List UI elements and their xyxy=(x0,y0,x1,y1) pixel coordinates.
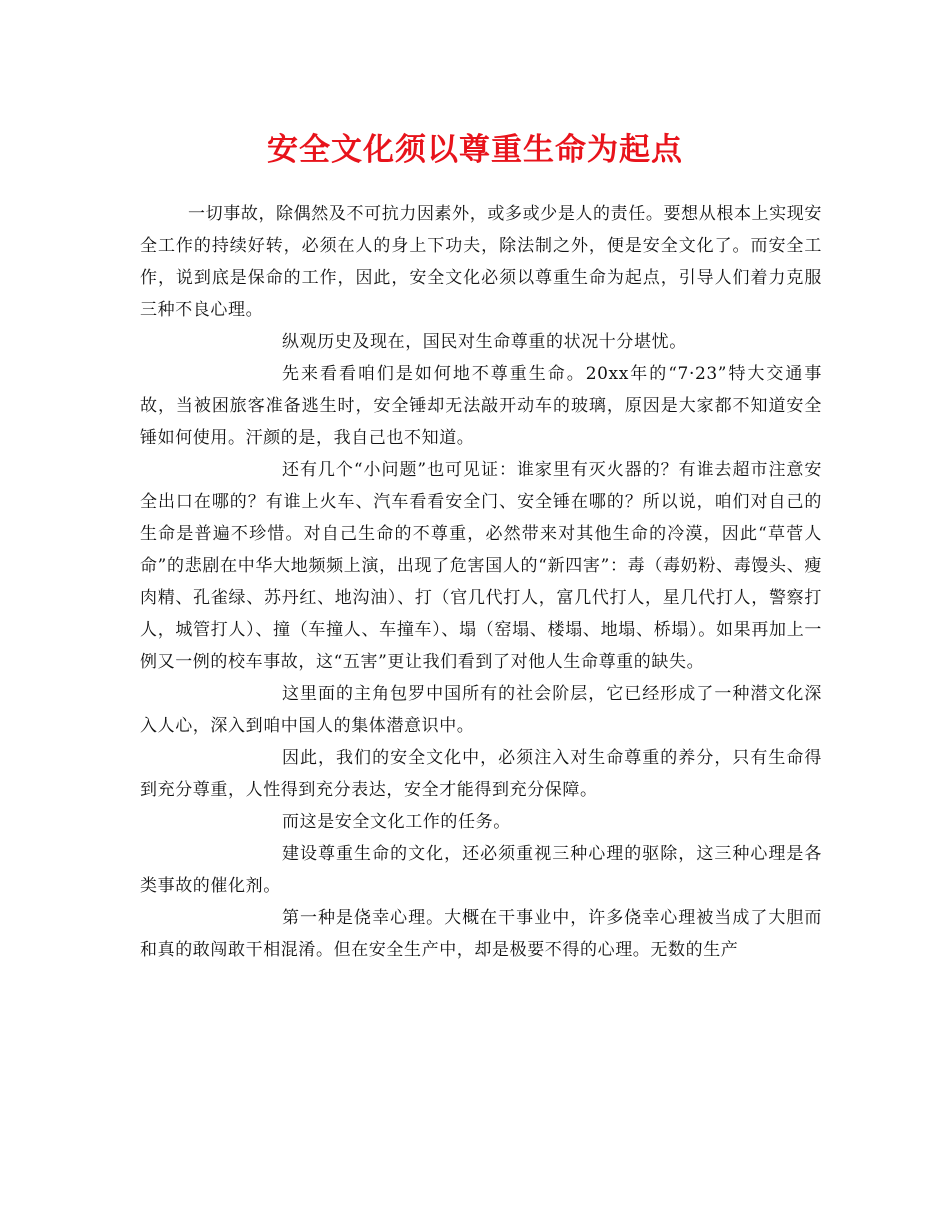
document-title: 安全文化须以尊重生命为起点 xyxy=(267,132,683,168)
paragraph-6: 因此，我们的安全文化中，必须注入对生命尊重的养分，只有生命得到充分尊重，人性得到充分表达，安全才能得到充分保障。 xyxy=(140,748,822,800)
paragraph-8: 建设尊重生命的文化，还必须重视三种心理的驱除，这三种心理是各类事故的催化剂。 xyxy=(140,844,822,896)
paragraph-7: 而这是安全文化工作的任务。 xyxy=(282,812,511,832)
paragraph-4: 还有几个“小问题”也可见证：谁家里有灭火器的？有谁去超市注意安全出口在哪的？有谁上火车、汽车看看安全门、安全锤在哪的？所以说，咱们对自己的生命是普遍不珍惜。对自己生命的不尊重，必然带来对其他生命的冷漠，因此“草菅人命”的悲剧在中华大地频频上演，出现了危害国人的“新四害”：毒（毒奶粉、毒馒头、瘦肉精、孔雀绿、苏丹红、地沟油）、打（官几代打人，富几代打人，星几代打人，警察打人，城管打人）、撞（车撞人、车撞车）、塌（窑塌、楼塌、地塌、桥塌）。如果再加上一例又一例的校车事故，这“五害”更让我们看到了对他人生命尊重的缺失。 xyxy=(140,460,822,672)
paragraph-9: 第一种是侥幸心理。大概在干事业中，许多侥幸心理被当成了大胆而和真的敢闯敢干相混淆。但在安全生产中，却是极要不得的心理。无数的生产 xyxy=(140,908,822,960)
paragraph-2: 纵观历史及现在，国民对生命尊重的状况十分堪忧。 xyxy=(282,332,687,352)
paragraph-5: 这里面的主角包罗中国所有的社会阶层，它已经形成了一种潜文化深入人心，深入到咱中国人的集体潜意识中。 xyxy=(140,684,822,736)
paragraph-1: 一切事故，除偶然及不可抗力因素外，或多或少是人的责任。要想从根本上实现安全工作的持续好转，必须在人的身上下功夫，除法制之外，便是安全文化了。而安全工作，说到底是保命的工作，因此，安全文化必须以尊重生命为起点，引导人们着力克服三种不良心理。 xyxy=(140,204,822,320)
paragraph-3: 先来看看咱们是如何地不尊重生命。20xx年的“7·23”特大交通事故，当被困旅客准备逃生时，安全锤却无法敲开动车的玻璃，原因是大家都不知道安全锤如何使用。汗颜的是，我自己也不知道。 xyxy=(140,364,822,448)
document-body xyxy=(140,198,822,966)
